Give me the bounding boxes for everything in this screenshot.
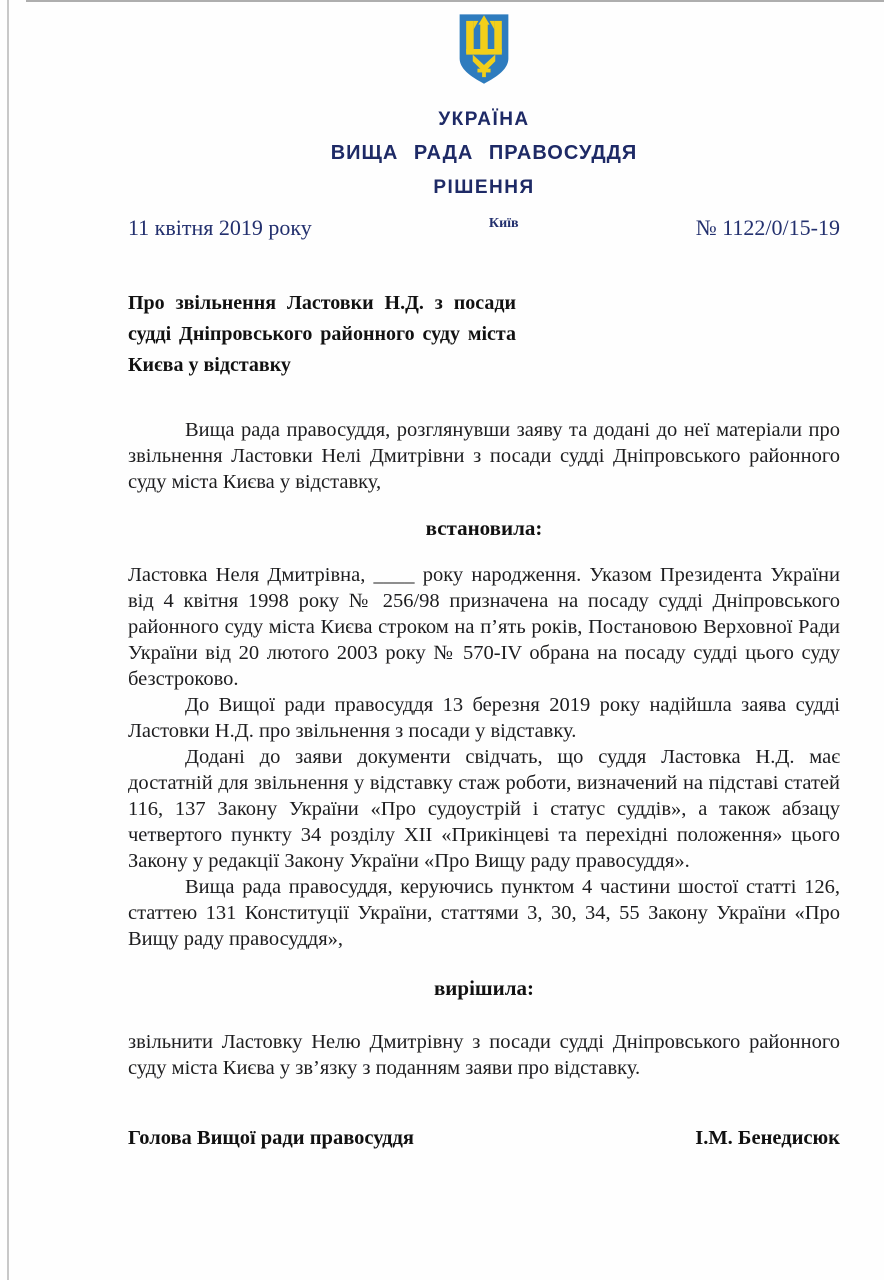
- document-number: № 1122/0/15-19: [695, 215, 840, 240]
- document-subject: Про звільнення Ластовки Н.Д. з посади судді Дніпровського районного суду міста Києва у відставку: [128, 292, 516, 376]
- document-content: [128, 0, 840, 1150]
- signer-title: Голова Вищої ради правосуддя: [128, 1127, 414, 1149]
- body-paragraph-1: Ластовка Неля Дмитрівна, ____ року народження. Указом Президента України від 4 квітня 1998 року № 256/98 призначена на посаду судді Дніпровського районного суду міста Києва строком на п’ять років, Постановою Верховної Ради України від 20 лютого 2003 року № 570-IV обрана на посаду судді цього суду безстроково.: [128, 564, 840, 690]
- decided-label: вирішила:: [433, 976, 535, 1000]
- body-paragraph-4: Вища рада правосуддя, керуючись пунктом 4 частини шостої статті 126, статтею 131 Конституції України, статтями 3, 30, 34, 55 Закону України «Про Вищу раду правосуддя»,: [128, 876, 840, 950]
- decision-paragraph: звільнити Ластовку Нелю Дмитрівну з посади судді Дніпровського районного суду міста Києва у зв’язку з поданням заяви про відставку.: [128, 1031, 840, 1079]
- letterhead-country: УКРАЇНА: [438, 109, 530, 130]
- body-paragraph-3: Додані до заяви документи свідчать, що суддя Ластовка Н.Д. має достатній для звільнення у відставку стаж роботи, визначений на підставі статей 116, 137 Закону України «Про судоустрій і статус суддів», а також абзацу четвертого пункту 34 розділу XII «Прикінцеві та перехідні положення» цього Закону у редакції Закону України «Про Вищу раду правосуддя».: [128, 746, 840, 872]
- document-body: [128, 417, 840, 1081]
- scan-edge-left: [7, 0, 9, 1280]
- letterhead-doc-type: РІШЕННЯ: [433, 177, 535, 198]
- signature-row: [128, 1127, 840, 1150]
- ukraine-coat-of-arms-icon: [454, 10, 514, 88]
- meta-row: [128, 215, 840, 241]
- intro-paragraph: Вища рада правосуддя, розглянувши заяву та додані до неї матеріали про звільнення Ластовки Нелі Дмитрівни з посади судді Дніпровського районного суду міста Києва у відставку,: [128, 419, 840, 493]
- letterhead: [128, 0, 840, 199]
- established-label: встановила:: [425, 516, 543, 540]
- body-paragraph-2: До Вищої ради правосуддя 13 березня 2019 року надійшла заява судді Ластовки Н.Д. про звільнення з посади у відставку.: [128, 694, 840, 742]
- document-date: 11 квітня 2019 року: [128, 215, 312, 240]
- document-city: Київ: [488, 216, 519, 231]
- letterhead-organization: ВИЩА РАДА ПРАВОСУДДЯ: [330, 142, 638, 164]
- signer-name: І.М. Бенедисюк: [695, 1127, 840, 1149]
